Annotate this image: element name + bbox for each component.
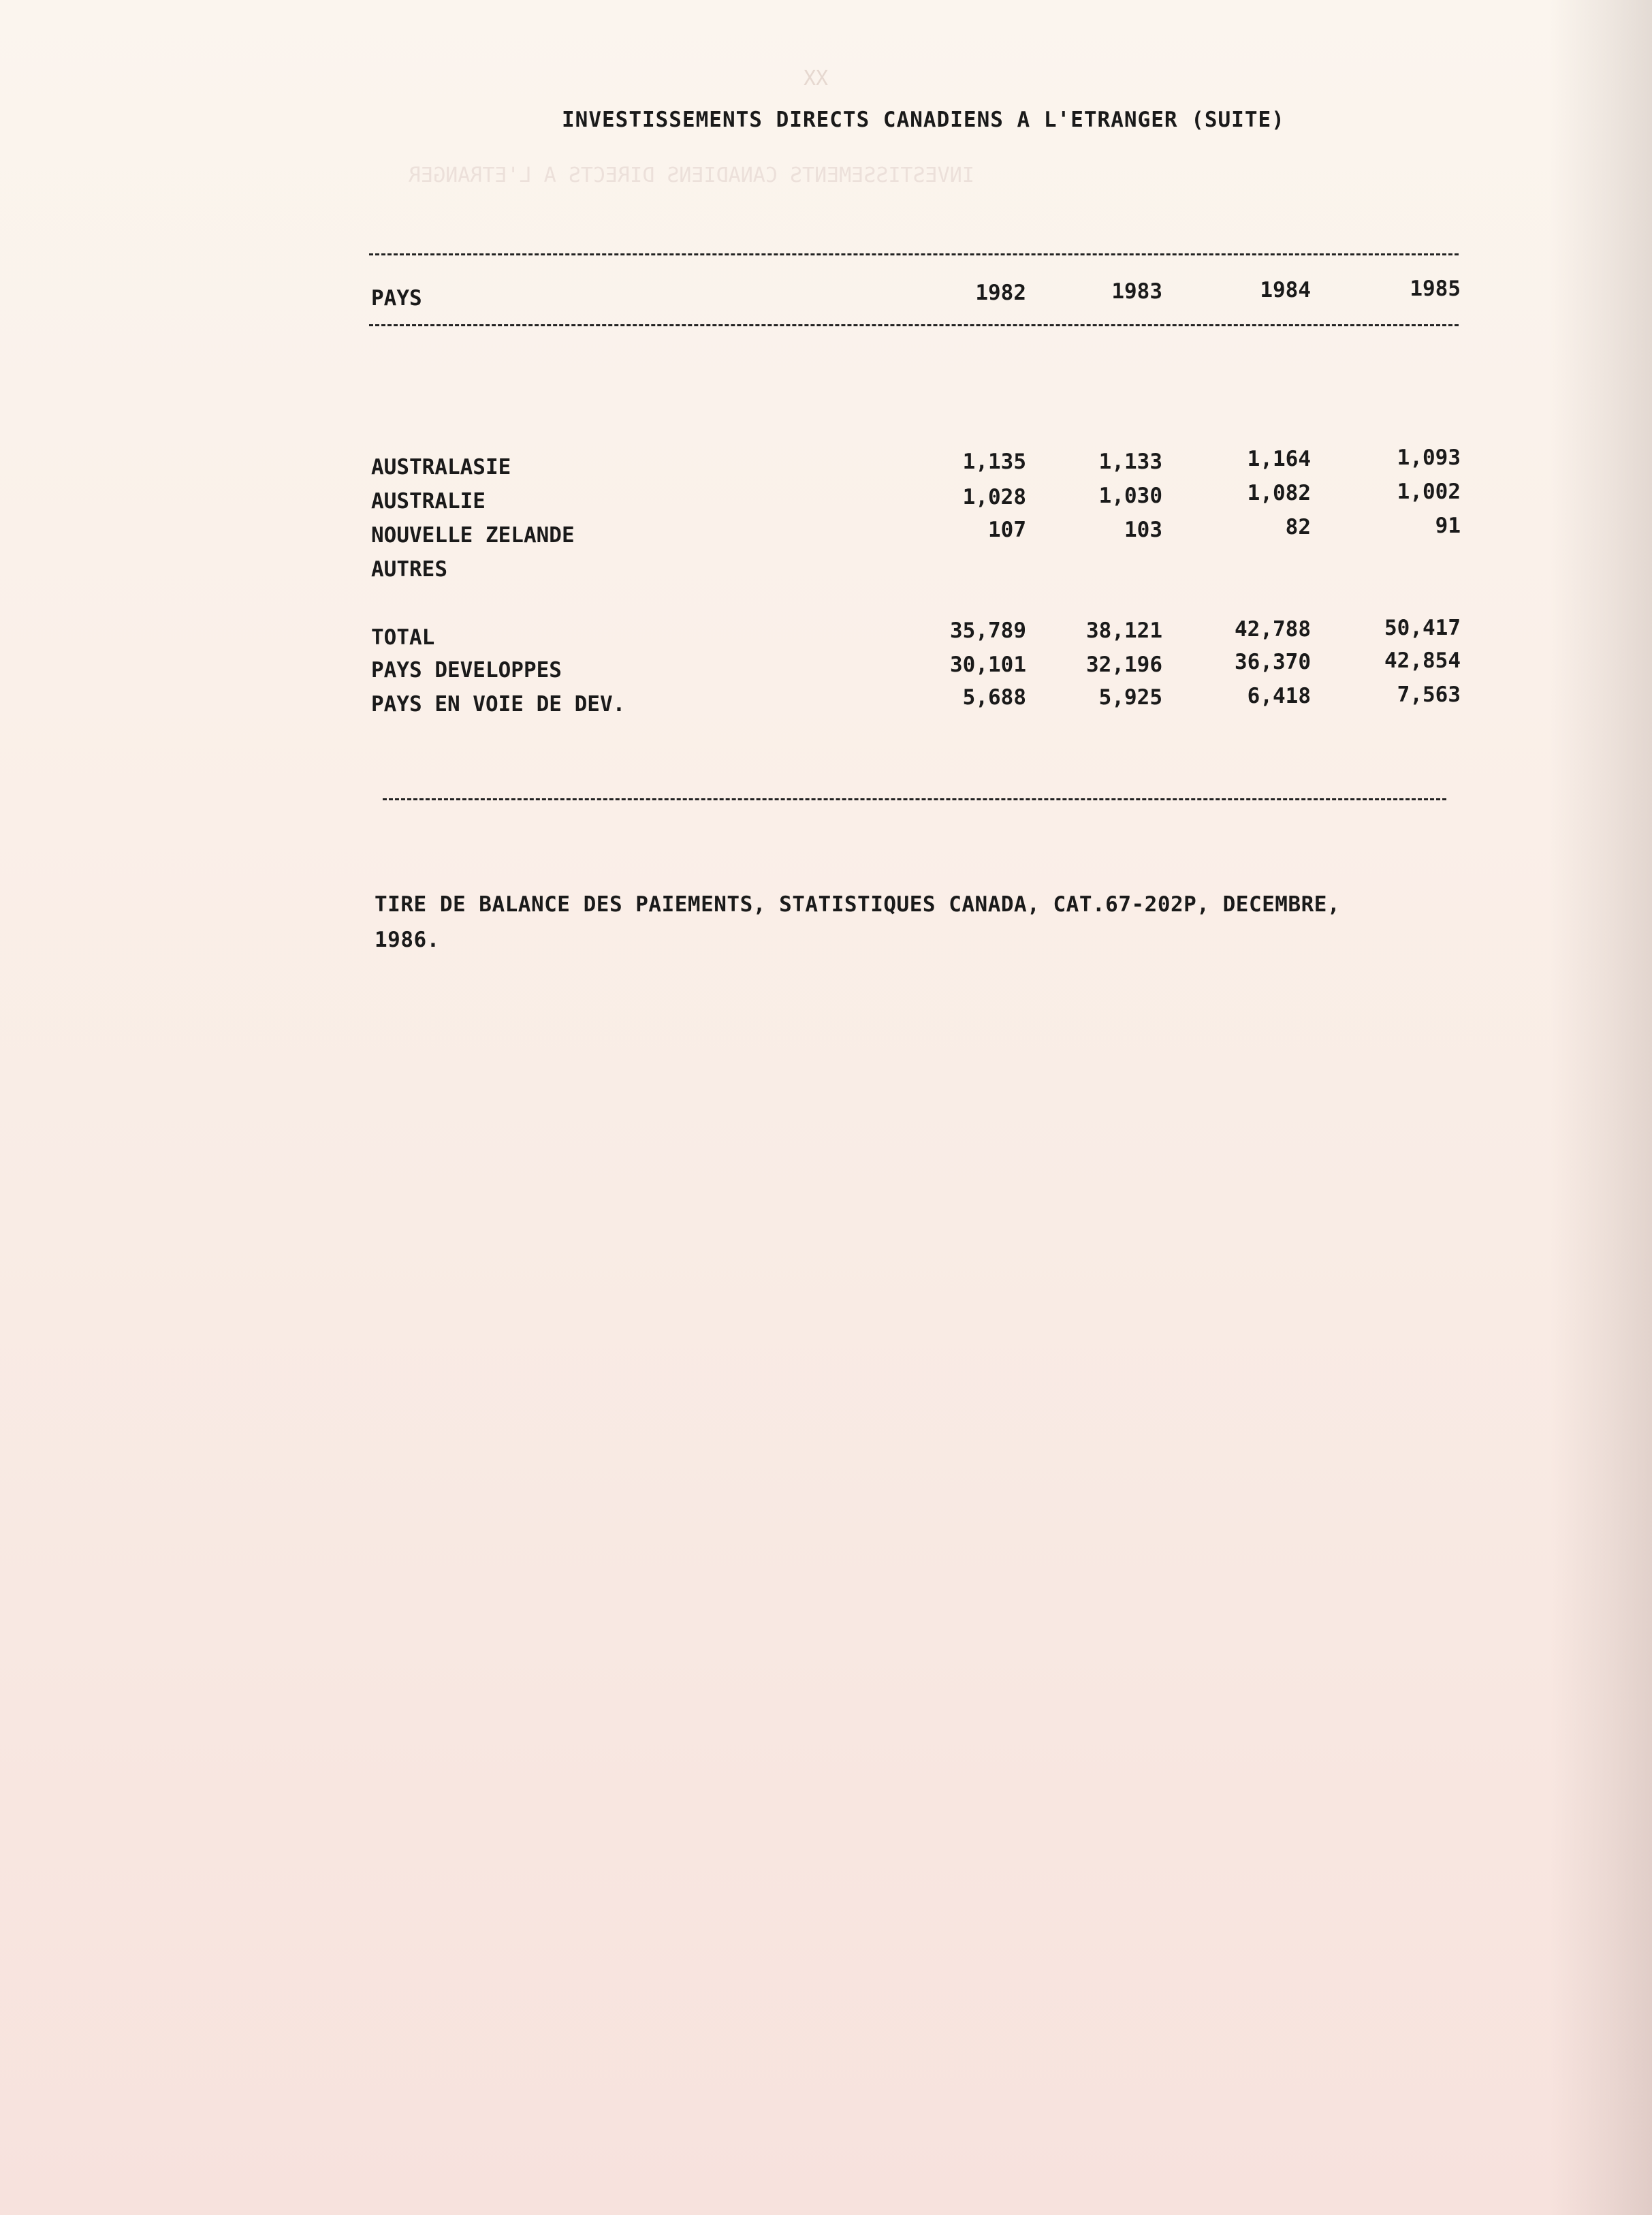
header-year-1985: 1985 — [1410, 277, 1461, 301]
table-bottom-rule — [383, 798, 1446, 800]
row-label: AUSTRALIE — [371, 489, 486, 514]
header-pays: PAYS — [371, 286, 422, 311]
row-value: 82 — [1285, 515, 1311, 539]
row-value: 7,563 — [1397, 682, 1461, 707]
row-value: 50,417 — [1384, 616, 1461, 640]
header-year-1982: 1982 — [975, 281, 1026, 305]
header-bottom-rule — [369, 324, 1459, 326]
row-value: 103 — [1124, 518, 1162, 542]
row-value: 1,164 — [1247, 447, 1311, 471]
row-value: 35,789 — [950, 618, 1026, 643]
row-value: 30,101 — [950, 653, 1026, 677]
page-edge-shadow — [1550, 0, 1652, 2215]
row-value: 36,370 — [1235, 650, 1311, 674]
row-value: 1,093 — [1397, 445, 1461, 470]
page-title: INVESTISSEMENTS DIRECTS CANADIENS A L'ETRANGER (SUITE) — [562, 108, 1285, 132]
row-value: 1,002 — [1397, 480, 1461, 504]
row-value: 42,788 — [1235, 617, 1311, 642]
source-line-2: 1986. — [375, 928, 440, 952]
row-label: NOUVELLE ZELANDE — [371, 523, 575, 548]
row-label: PAYS DEVELOPPES — [371, 658, 562, 682]
row-value: 1,133 — [1098, 450, 1162, 474]
row-label: AUTRES — [371, 557, 447, 582]
row-label: TOTAL — [371, 625, 435, 650]
row-value: 107 — [988, 518, 1026, 542]
header-top-rule — [369, 253, 1459, 255]
source-line-1: TIRE DE BALANCE DES PAIEMENTS, STATISTIQUES CANADA, CAT.67-202P, DECEMBRE, — [375, 892, 1341, 917]
header-year-1984: 1984 — [1260, 278, 1311, 302]
row-value: 91 — [1435, 514, 1461, 538]
row-value: 32,196 — [1086, 653, 1162, 677]
row-label: AUSTRALASIE — [371, 455, 511, 480]
row-value: 1,082 — [1247, 481, 1311, 505]
source-note — [375, 887, 1491, 958]
row-value: 6,418 — [1247, 684, 1311, 708]
row-value: 1,030 — [1098, 484, 1162, 508]
row-value: 42,854 — [1384, 648, 1461, 673]
row-value: 1,135 — [962, 450, 1026, 474]
row-value: 5,688 — [962, 685, 1026, 710]
row-value: 1,028 — [962, 485, 1026, 509]
header-year-1983: 1983 — [1111, 279, 1162, 304]
bleed-through-text: INVESTISSEMENTS CANADIENS DIRECTS A L'ETRANGER — [409, 163, 974, 187]
row-value: 38,121 — [1086, 618, 1162, 643]
row-value: 5,925 — [1098, 685, 1162, 710]
row-label: PAYS EN VOIE DE DEV. — [371, 692, 626, 717]
page-marker: XX — [804, 67, 829, 91]
